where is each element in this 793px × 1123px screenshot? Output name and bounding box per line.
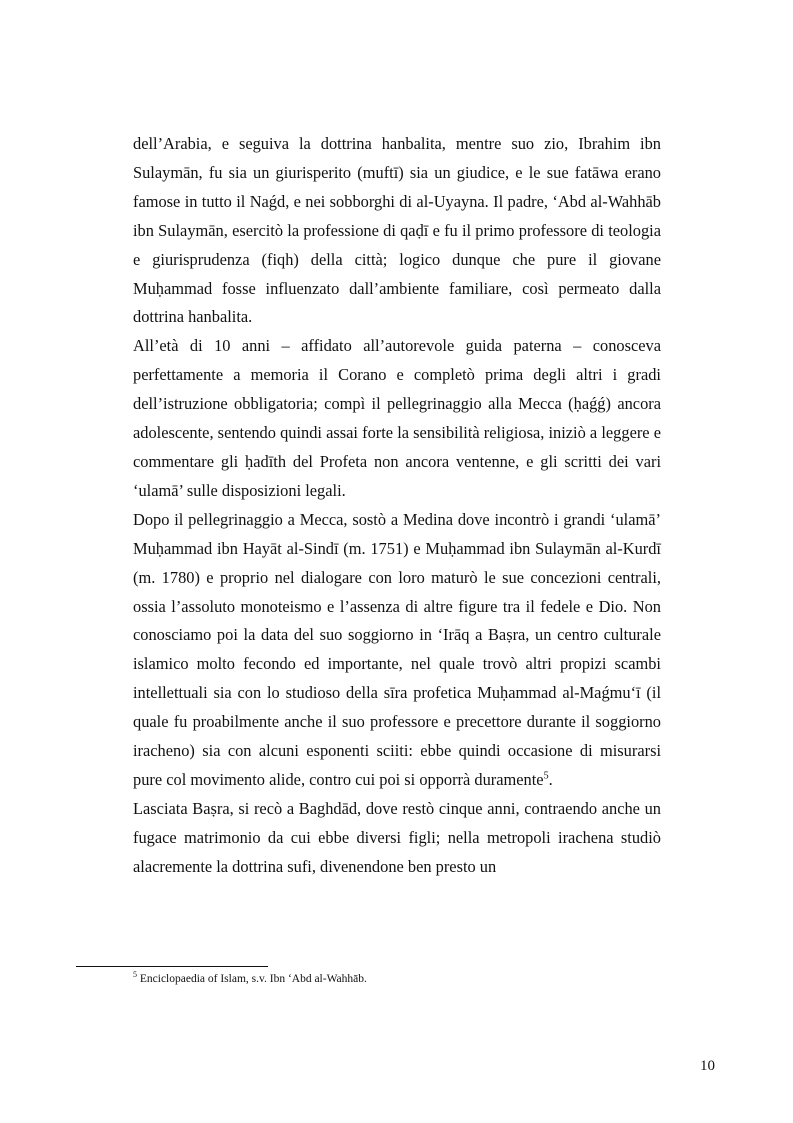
footnote xyxy=(133,972,693,986)
page-number: 10 xyxy=(700,1058,715,1074)
footnote-number: 5 xyxy=(133,970,137,980)
footnote-separator xyxy=(76,966,268,967)
paragraph-2: All’età di 10 anni – affidato all’autorevole guida paterna – conosceva perfettamente a memoria il Corano e completò prima degli altri i gradi dell’istruzione obbligatoria; compì il pellegrinaggio alla Mecca (ḥaǵǵ) ancora adolescente, sentendo quindi assai forte la sensibilità religiosa, iniziò a leggere e commentare gli ḥadīth del Profeta non ancora ventenne, e gli scritti dei vari ‘ulamā’ sulle disposizioni legali. xyxy=(133,336,661,500)
footnote-text: Enciclopaedia of Islam, s.v. Ibn ‘Abd al-Wahhāb. xyxy=(137,973,367,985)
paragraph-3-text: Dopo il pellegrinaggio a Mecca, sostò a Medina dove incontrò i grandi ‘ulamā’ Muḥammad ibn Hayāt al-Sindī (m. 1751) e Muḥammad ibn Sulaymān al-Kurdī (m. 1780) e proprio nel dialogare con loro maturò le sue concezioni centrali, ossia l’assoluto monoteismo e l’assenza di altre figure tra il fedele e Dio. Non conosciamo poi la data del suo soggiorno in ‘Irāq a Baṣra, un centro culturale islamico molto fecondo ed importante, nel quale trovò altri propizi scambi intellettuali sia con lo studioso della sīra profetica Muḥammad al-Maǵmu‘ī (il quale fu proabilmente anche il suo professore e precettore durante il soggiorno iracheno) sia con alcuni esponenti sciiti: ebbe quindi occasione di misurarsi pure col movimento alide, contro cui poi si opporrà duramente xyxy=(133,509,661,789)
paragraph-3-end: . xyxy=(548,769,553,789)
body-text xyxy=(133,130,661,882)
footnote-reference[interactable]: 5 xyxy=(543,770,549,782)
paragraph-3 xyxy=(133,506,661,795)
paragraph-1: dell’Arabia, e seguiva la dottrina hanbalita, mentre suo zio, Ibrahim ibn Sulaymān, fu sia un giurisperito (muftī) sia un giudice, e le sue fatāwa erano famose in tutto il Naǵd, e nei sobborghi di al-Uyayna. Il padre, ‘Abd al-Wahhāb ibn Sulaymān, esercitò la professione di qaḍī e fu il primo professore di teologia e giurisprudenza (fiqh) della città; logico dunque che pure il giovane Muḥammad fosse influenzato dall’ambiente familiare, così permeato dalla dottrina hanbalita. xyxy=(133,134,661,327)
paragraph-4: Lasciata Baṣra, si recò a Baghdād, dove restò cinque anni, contraendo anche un fugace matrimonio da cui ebbe diversi figli; nella metropoli irachena studiò alacremente la dottrina sufi, divenendone ben presto un xyxy=(133,798,661,876)
